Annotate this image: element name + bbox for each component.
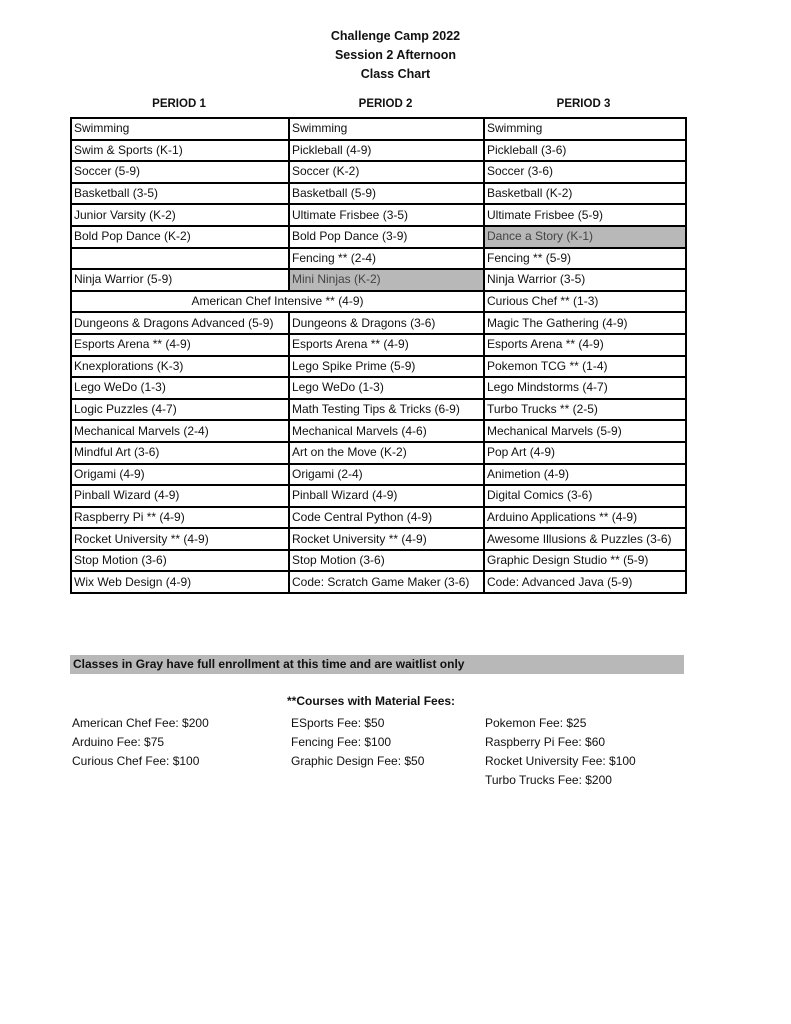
class-chart-body xyxy=(71,118,686,593)
class-cell: Soccer (5-9) xyxy=(71,161,289,183)
class-cell: Ninja Warrior (3-5) xyxy=(484,269,686,291)
class-cell: Knexplorations (K-3) xyxy=(71,356,289,378)
class-cell: Lego WeDo (1-3) xyxy=(71,377,289,399)
document-title: Challenge Camp 2022 xyxy=(330,29,461,43)
table-row xyxy=(71,442,686,464)
fee-column-3 xyxy=(485,714,636,790)
class-cell: Raspberry Pi ** (4-9) xyxy=(71,507,289,529)
class-cell: Lego Mindstorms (4-7) xyxy=(484,377,686,399)
table-row xyxy=(71,140,686,162)
fee-item: Pokemon Fee: $25 xyxy=(485,716,587,730)
column-header-period-1: PERIOD 1 xyxy=(152,98,206,110)
table-row xyxy=(71,312,686,334)
fee-column-1 xyxy=(72,714,209,771)
class-cell: Code: Scratch Game Maker (3-6) xyxy=(289,571,484,593)
table-row xyxy=(71,420,686,442)
table-row xyxy=(71,464,686,486)
document-heading: Class Chart xyxy=(360,67,431,81)
class-cell: Awesome Illusions & Puzzles (3-6) xyxy=(484,528,686,550)
class-cell: Bold Pop Dance (K-2) xyxy=(71,226,289,248)
table-row xyxy=(71,356,686,378)
class-cell: Soccer (3-6) xyxy=(484,161,686,183)
fee-item: Raspberry Pi Fee: $60 xyxy=(485,735,606,749)
class-cell: Swim & Sports (K-1) xyxy=(71,140,289,162)
class-cell: Swimming xyxy=(484,118,686,140)
column-header-period-3: PERIOD 3 xyxy=(556,98,611,110)
class-cell: Junior Varsity (K-2) xyxy=(71,204,289,226)
table-row xyxy=(71,399,686,421)
class-chart-table xyxy=(70,117,687,594)
class-cell: Soccer (K-2) xyxy=(289,161,484,183)
class-cell: Rocket University ** (4-9) xyxy=(289,528,484,550)
class-cell: Pinball Wizard (4-9) xyxy=(71,485,289,507)
class-cell: Wix Web Design (4-9) xyxy=(71,571,289,593)
class-cell xyxy=(71,248,289,270)
class-cell: Bold Pop Dance (3-9) xyxy=(289,226,484,248)
class-cell: Dance a Story (K-1) xyxy=(484,226,686,248)
table-row xyxy=(71,377,686,399)
class-cell: Stop Motion (3-6) xyxy=(289,550,484,572)
class-cell: Code: Advanced Java (5-9) xyxy=(484,571,686,593)
class-cell: Fencing ** (5-9) xyxy=(484,248,686,270)
class-cell: Graphic Design Studio ** (5-9) xyxy=(484,550,686,572)
class-cell: Art on the Move (K-2) xyxy=(289,442,484,464)
table-row xyxy=(71,528,686,550)
class-cell: Curious Chef ** (1-3) xyxy=(484,291,686,313)
class-cell: Turbo Trucks ** (2-5) xyxy=(484,399,686,421)
class-cell: Basketball (K-2) xyxy=(484,183,686,205)
class-cell: Arduino Applications ** (4-9) xyxy=(484,507,686,529)
class-cell: Animetion (4-9) xyxy=(484,464,686,486)
fee-item: Rocket University Fee: $100 xyxy=(485,754,636,768)
class-cell: Pickleball (3-6) xyxy=(484,140,686,162)
class-cell: Mini Ninjas (K-2) xyxy=(289,269,484,291)
table-row xyxy=(71,183,686,205)
class-cell: Fencing ** (2-4) xyxy=(289,248,484,270)
class-cell: Digital Comics (3-6) xyxy=(484,485,686,507)
table-row xyxy=(71,226,686,248)
fee-column-2 xyxy=(291,714,424,771)
table-row xyxy=(71,269,686,291)
fee-item: Curious Chef Fee: $100 xyxy=(72,754,200,768)
class-cell: Code Central Python (4-9) xyxy=(289,507,484,529)
class-cell: Mechanical Marvels (2-4) xyxy=(71,420,289,442)
class-cell: Math Testing Tips & Tricks (6-9) xyxy=(289,399,484,421)
fee-item: American Chef Fee: $200 xyxy=(72,716,209,730)
fee-item: Turbo Trucks Fee: $200 xyxy=(485,773,612,787)
fee-item: Fencing Fee: $100 xyxy=(291,735,392,749)
table-row xyxy=(71,485,686,507)
class-cell: Ultimate Frisbee (3-5) xyxy=(289,204,484,226)
class-cell: Esports Arena ** (4-9) xyxy=(484,334,686,356)
class-cell: Basketball (3-5) xyxy=(71,183,289,205)
table-row xyxy=(71,248,686,270)
waitlist-note: Classes in Gray have full enrollment at this time and are waitlist only xyxy=(70,655,684,674)
document-subtitle: Session 2 Afternoon xyxy=(334,48,457,62)
class-cell: Dungeons & Dragons (3-6) xyxy=(289,312,484,334)
class-cell: Ultimate Frisbee (5-9) xyxy=(484,204,686,226)
class-cell: Mindful Art (3-6) xyxy=(71,442,289,464)
table-row xyxy=(71,550,686,572)
class-cell: Swimming xyxy=(71,118,289,140)
class-cell: Mechanical Marvels (5-9) xyxy=(484,420,686,442)
class-cell: Mechanical Marvels (4-6) xyxy=(289,420,484,442)
class-cell: Origami (2-4) xyxy=(289,464,484,486)
table-row xyxy=(71,507,686,529)
column-headers xyxy=(70,98,684,114)
class-cell: Basketball (5-9) xyxy=(289,183,484,205)
class-cell: American Chef Intensive ** (4-9) xyxy=(71,291,484,313)
class-cell: Esports Arena ** (4-9) xyxy=(71,334,289,356)
class-cell: Magic The Gathering (4-9) xyxy=(484,312,686,334)
class-cell: Stop Motion (3-6) xyxy=(71,550,289,572)
class-cell: Pokemon TCG ** (1-4) xyxy=(484,356,686,378)
table-row xyxy=(71,204,686,226)
class-cell: Esports Arena ** (4-9) xyxy=(289,334,484,356)
class-cell: Pinball Wizard (4-9) xyxy=(289,485,484,507)
class-cell: Lego WeDo (1-3) xyxy=(289,377,484,399)
class-cell: Pickleball (4-9) xyxy=(289,140,484,162)
table-row xyxy=(71,291,686,313)
class-cell: Pop Art (4-9) xyxy=(484,442,686,464)
table-row xyxy=(71,161,686,183)
class-cell: Dungeons & Dragons Advanced (5-9) xyxy=(71,312,289,334)
fee-item: Graphic Design Fee: $50 xyxy=(291,754,425,768)
class-cell: Rocket University ** (4-9) xyxy=(71,528,289,550)
fee-item: ESports Fee: $50 xyxy=(291,716,385,730)
table-row xyxy=(71,334,686,356)
column-header-period-2: PERIOD 2 xyxy=(358,98,413,110)
table-row xyxy=(71,118,686,140)
fee-item: Arduino Fee: $75 xyxy=(72,735,165,749)
class-cell: Lego Spike Prime (5-9) xyxy=(289,356,484,378)
table-row xyxy=(71,571,686,593)
class-cell: Swimming xyxy=(289,118,484,140)
class-cell: Origami (4-9) xyxy=(71,464,289,486)
class-cell: Logic Puzzles (4-7) xyxy=(71,399,289,421)
fees-title: **Courses with Material Fees: xyxy=(287,694,456,708)
class-cell: Ninja Warrior (5-9) xyxy=(71,269,289,291)
